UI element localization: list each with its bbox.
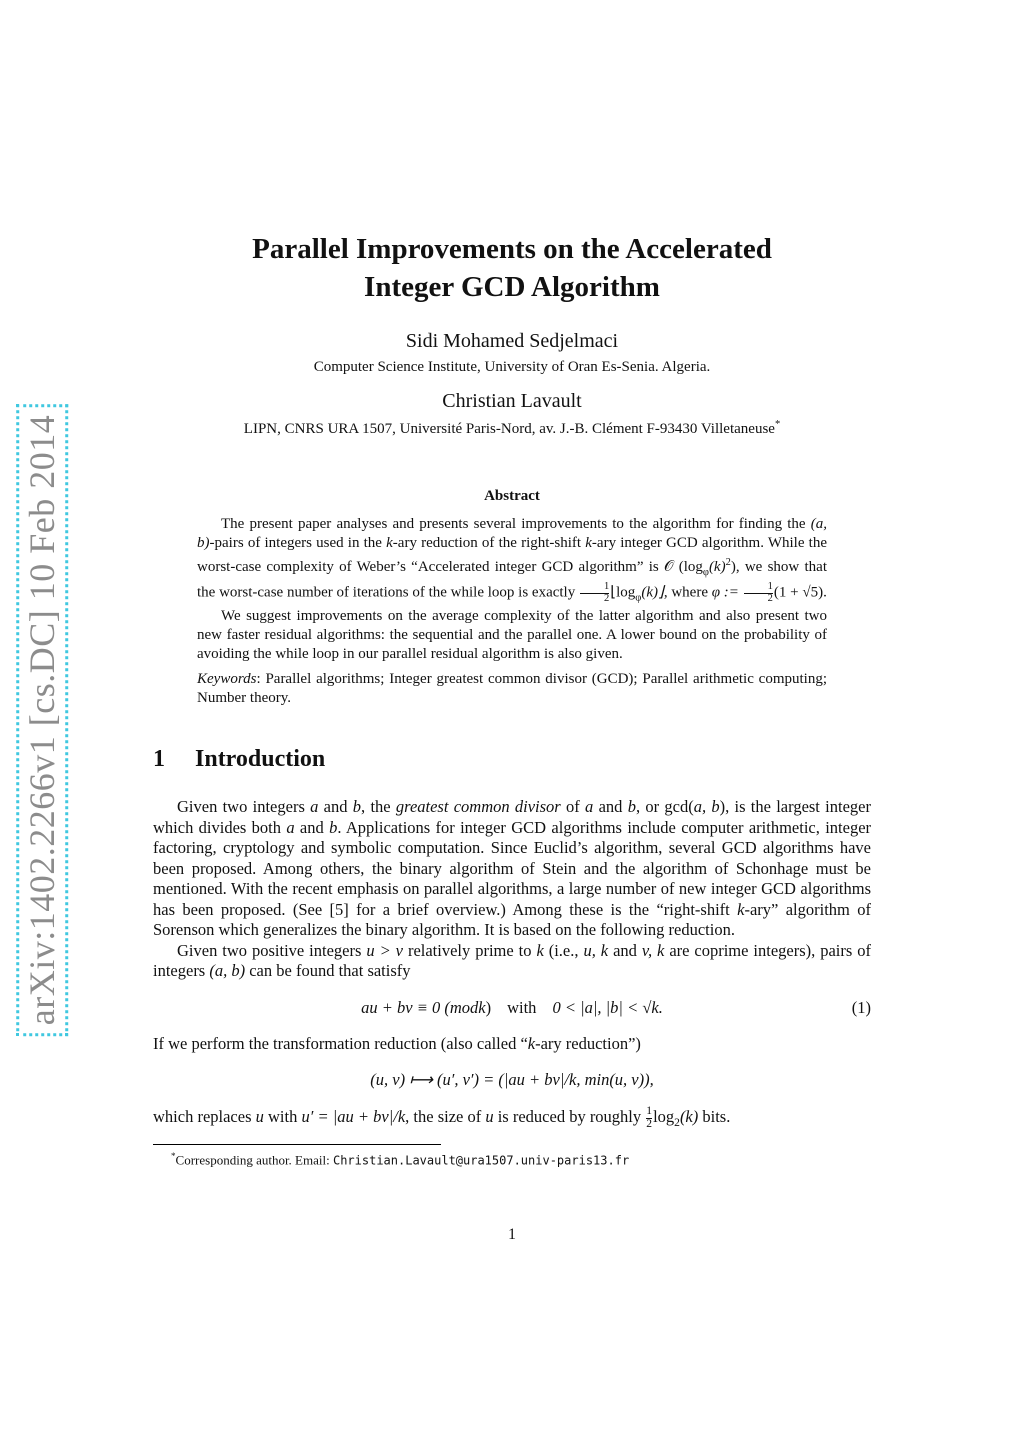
math-superscript: 2 bbox=[725, 557, 731, 568]
fraction-denominator: 2 bbox=[646, 1117, 653, 1130]
math-inline: a bbox=[310, 797, 319, 817]
body-text: , the size of bbox=[405, 1107, 486, 1127]
math-inline: b bbox=[627, 797, 636, 817]
fraction-denominator: 2 bbox=[744, 593, 773, 605]
math-inline: 𝒪 (log bbox=[664, 559, 703, 575]
body-text: ), is the largest integer which divides both bbox=[153, 797, 871, 837]
equation-1 bbox=[153, 998, 871, 1020]
fraction bbox=[744, 582, 773, 604]
math-inline: (a, b) bbox=[209, 961, 246, 981]
intro-paragraph-1 bbox=[153, 797, 871, 941]
emphasis-text: greatest common divisor bbox=[395, 797, 561, 817]
math-inline: v, k bbox=[641, 940, 665, 960]
body-text: which replaces bbox=[153, 1107, 256, 1127]
body-text: Given two positive integers bbox=[177, 940, 367, 960]
math-inline: u bbox=[255, 1107, 264, 1127]
keywords-line bbox=[197, 670, 827, 708]
author-name-2: Christian Lavault bbox=[442, 390, 582, 412]
abstract-text: , we show that the worst-case number of iterations of the while loop is exactly bbox=[197, 559, 827, 601]
math-inline: k bbox=[527, 1033, 536, 1053]
math-inline: (k)⌋ bbox=[641, 584, 664, 601]
paper-title-line-1: Parallel Improvements on the Accelerated bbox=[252, 233, 772, 265]
body-text: with bbox=[263, 1107, 302, 1127]
math-inline: b bbox=[352, 797, 362, 817]
math-inline: a bbox=[286, 817, 295, 837]
corresponding-author-mark: * bbox=[774, 419, 781, 430]
equation-2 bbox=[153, 1070, 871, 1092]
paper-page bbox=[153, 230, 871, 1168]
section-heading bbox=[153, 746, 871, 773]
equation-with: with bbox=[507, 997, 537, 1017]
page-number: 1 bbox=[508, 1226, 516, 1243]
body-text: and bbox=[593, 797, 628, 817]
arxiv-identifier-stamp bbox=[18, 414, 66, 1026]
math-inline: (1 + √5) bbox=[773, 584, 824, 601]
paper-title bbox=[153, 230, 871, 306]
math-inline: u, k bbox=[583, 940, 609, 960]
math-inline: ⌊log bbox=[610, 584, 636, 601]
footnote bbox=[153, 1151, 871, 1168]
fraction-denominator: 2 bbox=[580, 593, 609, 605]
math-inline: u > v bbox=[366, 940, 403, 960]
body-text: , the bbox=[361, 797, 396, 817]
math-inline: k bbox=[737, 899, 745, 919]
math-inline: k bbox=[585, 535, 592, 551]
math-subscript: φ bbox=[635, 592, 642, 604]
body-text: of bbox=[560, 797, 586, 817]
author-name-1: Sidi Mohamed Sedjelmaci bbox=[405, 330, 619, 352]
abstract-text: . bbox=[823, 584, 827, 601]
footnote-rule bbox=[153, 1144, 441, 1145]
body-text: If we perform the transformation reduction (also called “ bbox=[153, 1033, 528, 1053]
math-inline: φ := bbox=[711, 584, 739, 601]
abstract-body bbox=[197, 515, 827, 708]
abstract-paragraph-1 bbox=[197, 515, 827, 607]
body-text: and bbox=[318, 797, 353, 817]
footnote-mark: * bbox=[171, 1151, 176, 1162]
body-text: . Applications for integer GCD algorithms include computer arithmetic, integer factoring, cryptology and symbolic computation. Since Euclid’s algorithm, several GCD algorithms have been proposed. Among others, the binary algorithm of Stein and the algorithm of Schonhage must be mentioned. With the recent emphasis on parallel algorithms, a large number of new integer GCD algorithms has been proposed. (See [5] for a brief overview.) Among these is the “right-shift bbox=[153, 817, 872, 919]
equation-lhs: au + bv ≡ 0 (mod bbox=[361, 997, 479, 1017]
body-text: can be found that satisfy bbox=[245, 961, 411, 981]
body-text: bits. bbox=[698, 1107, 731, 1127]
math-inline: u′ = |au + bv|/k bbox=[301, 1107, 406, 1127]
body-text: (i.e., bbox=[543, 940, 584, 960]
footnote-email-link[interactable]: Christian.Lavault@ura1507.univ-paris13.fr bbox=[332, 1153, 630, 1168]
math-inline: a, b bbox=[693, 797, 720, 817]
fraction-numerator: 1 bbox=[603, 581, 610, 592]
equation-number: (1) bbox=[851, 997, 871, 1017]
arxiv-identifier-text: arXiv:1402.2266v1 [cs.DC] 10 Feb 2014 bbox=[16, 404, 68, 1036]
math-inline: k bbox=[386, 535, 393, 551]
math-inline: (k) bbox=[679, 1107, 699, 1127]
intro-paragraph-3 bbox=[153, 1034, 871, 1055]
body-text: is reduced by roughly bbox=[493, 1107, 646, 1127]
abstract-text: The present paper analyses and presents several improvements to the algorithm for finding the bbox=[221, 516, 811, 532]
section-title: Introduction bbox=[195, 746, 326, 773]
author-affiliation-2 bbox=[153, 419, 871, 438]
math-inline: k bbox=[536, 940, 544, 960]
body-text: -ary reduction”) bbox=[535, 1033, 641, 1053]
abstract-text: -ary reduction of the right-shift bbox=[392, 535, 586, 551]
fraction bbox=[580, 582, 609, 604]
math-inline: b bbox=[329, 817, 338, 837]
math-inline: ) bbox=[730, 559, 736, 575]
intro-paragraph-4 bbox=[153, 1106, 871, 1134]
math-inline: a bbox=[585, 797, 594, 817]
fraction bbox=[646, 1106, 652, 1130]
equation-lhs-close: ) bbox=[485, 997, 492, 1017]
body-text: relatively prime to bbox=[403, 940, 537, 960]
equation-rhs: 0 < |a|, |b| < √k. bbox=[552, 997, 663, 1017]
keywords-text: : Parallel algorithms; Integer greatest common divisor (GCD); Parallel arithmetic computing; Number theory. bbox=[197, 671, 827, 707]
body-text: -ary” algorithm of Sorenson which generalizes the binary algorithm. It is based on the following reduction. bbox=[153, 899, 871, 940]
body-text: Given two integers bbox=[177, 797, 311, 817]
math-subscript: φ bbox=[702, 567, 709, 578]
paper-title-line-2: Integer GCD Algorithm bbox=[364, 271, 660, 303]
keywords-label: Keywords bbox=[197, 671, 257, 688]
fraction-numerator: 1 bbox=[646, 1105, 653, 1118]
abstract-text: -ary integer GCD algorithm. While the worst-case complexity of Weber’s “Accelerated integer GCD algorithm” is bbox=[197, 535, 827, 575]
body-text: are coprime integers), pairs of integers bbox=[153, 940, 871, 981]
abstract-heading: Abstract bbox=[484, 488, 540, 504]
equation-lhs-k: k bbox=[478, 997, 486, 1017]
author-affiliation-1: Computer Science Institute, University of Oran Es-Senia. Algeria. bbox=[313, 359, 711, 375]
footnote-text: Corresponding author. Email: bbox=[175, 1152, 333, 1168]
introduction-body bbox=[153, 797, 871, 1134]
equation-body: (u, v) ⟼ (u′, v′) = (|au + bv|/k, min(u, v)), bbox=[370, 1070, 654, 1090]
math-inline: (a, b) bbox=[197, 516, 827, 551]
abstract-paragraph-2: We suggest improvements on the average complexity of the latter algorithm and also present two new faster residual algorithms: the sequential and the parallel one. A lower bound on the probability of avoiding the while loop in our parallel residual algorithm is also given. bbox=[197, 608, 827, 663]
abstract-text: , where bbox=[663, 584, 712, 601]
affiliation-text: LIPN, CNRS URA 1507, Université Paris-Nord, av. J.-B. Clément F-93430 Villetaneuse bbox=[243, 421, 775, 437]
math-inline: (k) bbox=[708, 559, 726, 575]
body-text: , or gcd( bbox=[635, 797, 694, 817]
body-text: and bbox=[608, 940, 642, 960]
body-text: and bbox=[294, 817, 330, 837]
section-number: 1 bbox=[153, 746, 165, 773]
math-inline: u bbox=[485, 1107, 494, 1127]
abstract-text: -pairs of integers used in the bbox=[209, 535, 387, 551]
fraction-numerator: 1 bbox=[767, 581, 773, 592]
math-inline: log bbox=[653, 1107, 675, 1127]
math-subscript: 2 bbox=[674, 1117, 680, 1130]
intro-paragraph-2 bbox=[153, 941, 871, 982]
